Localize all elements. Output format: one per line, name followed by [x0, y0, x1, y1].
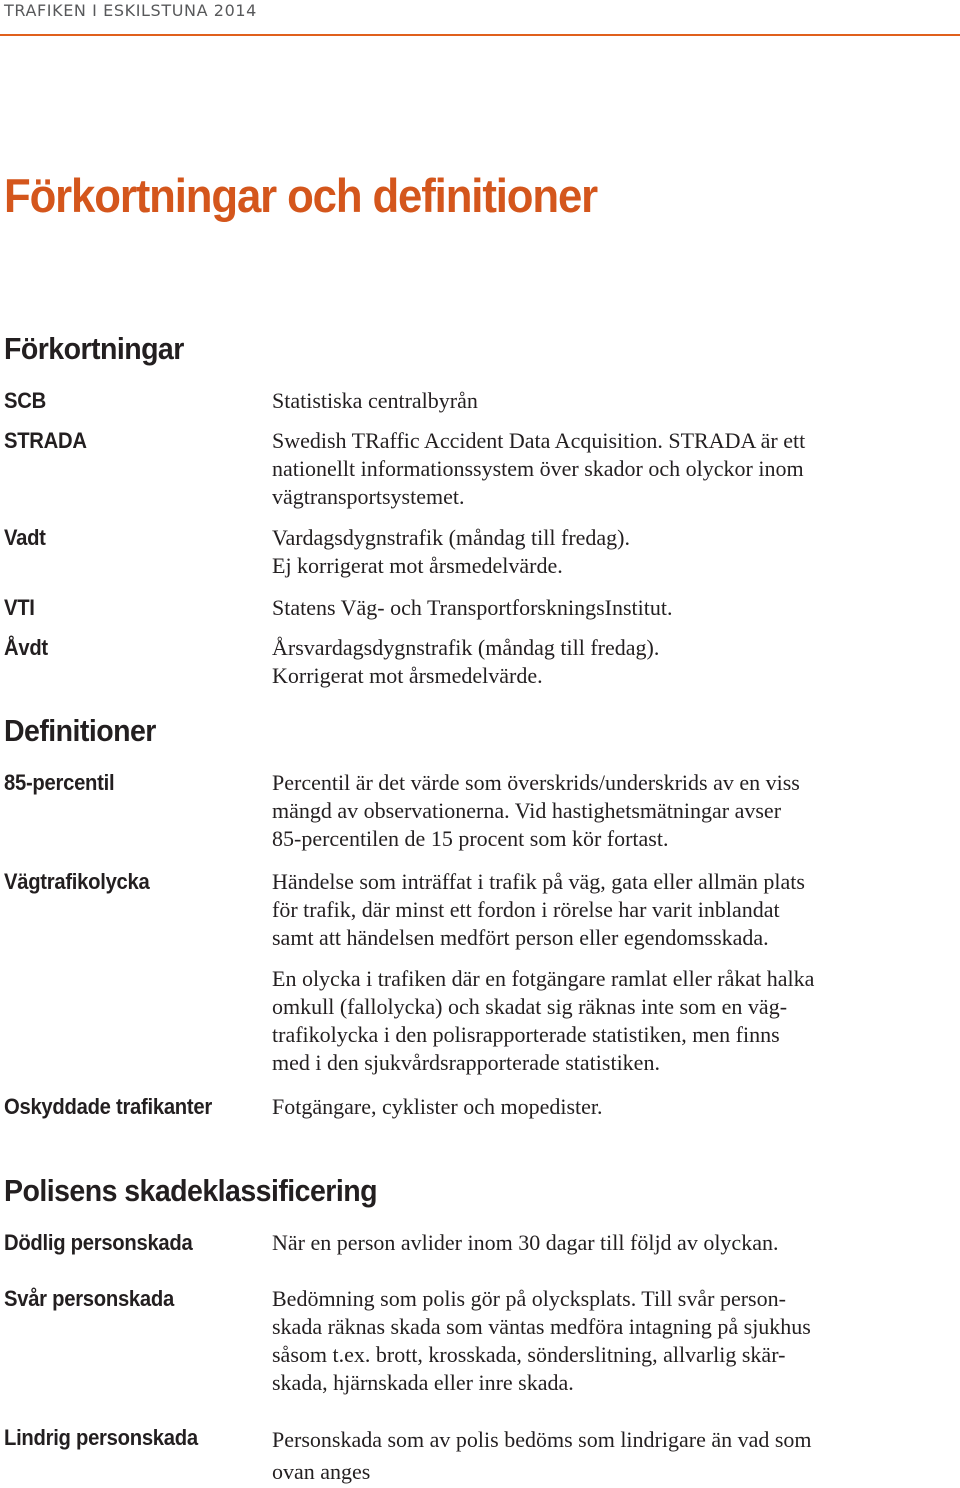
- definition-dodlig-personskada: [272, 1229, 960, 1257]
- definition-avdt: [272, 634, 960, 690]
- definition-line: En olycka i trafiken där en fotgängare ramlat eller råkat halka: [272, 966, 815, 991]
- definition-line: samt att händelsen medfört person eller egendomsskada.: [272, 925, 769, 950]
- term-85-percentil: 85-percentil: [4, 770, 115, 795]
- definition-vadt: [272, 524, 960, 580]
- definition-line: Statistiska centralbyrån: [272, 388, 478, 413]
- term-scb: SCB: [4, 388, 46, 413]
- definition-line: för trafik, där minst ett fordon i rörelse har varit inblandat: [272, 897, 780, 922]
- running-header: TRAFIKEN I ESKILSTUNA 2014: [4, 1, 257, 20]
- term-svar-personskada: Svår personskada: [4, 1286, 174, 1311]
- abbreviations-heading: Förkortningar: [4, 331, 184, 366]
- definition-line: Personskada som av polis bedöms som lindrigare än vad som: [272, 1427, 812, 1452]
- term-avdt: Åvdt: [4, 635, 48, 660]
- term-vadt: Vadt: [4, 525, 46, 550]
- definition-line: Korrigerat mot årsmedelvärde.: [272, 663, 543, 688]
- definition-lindrig-personskada: [272, 1424, 960, 1488]
- term-oskyddade-trafikanter: Oskyddade trafikanter: [4, 1094, 212, 1119]
- definition-line: såsom t.ex. brott, krosskada, sönderslitning, allvarlig skär-: [272, 1342, 786, 1367]
- definition-line: skada, hjärnskada eller inre skada.: [272, 1370, 574, 1395]
- definition-scb: [272, 387, 960, 415]
- definition-vti: [272, 594, 960, 622]
- definition-vagtrafikolycka: [272, 868, 960, 952]
- page-title: Förkortningar och definitioner: [4, 169, 598, 222]
- header-rule: [0, 34, 960, 36]
- definitions-heading: Definitioner: [4, 713, 156, 748]
- definition-line: Bedömning som polis gör på olycksplats. Till svår person-: [272, 1286, 786, 1311]
- definition-strada: [272, 427, 960, 511]
- definition-line: vägtransportsystemet.: [272, 484, 465, 509]
- term-vagtrafikolycka: Vägtrafikolycka: [4, 869, 150, 894]
- definition-line: ovan anges: [272, 1459, 371, 1484]
- definition-line: skada räknas skada som väntas medföra intagning på sjukhus: [272, 1314, 811, 1339]
- definition-line: 85-percentilen de 15 procent som kör fortast.: [272, 826, 669, 851]
- definition-line: Ej korrigerat mot årsmedelvärde.: [272, 553, 563, 578]
- term-lindrig-personskada: Lindrig personskada: [4, 1425, 198, 1450]
- definition-line: omkull (fallolycka) och skadat sig räknas inte som en väg-: [272, 994, 788, 1019]
- definition-oskyddade-trafikanter: [272, 1093, 960, 1121]
- definition-svar-personskada: [272, 1285, 960, 1397]
- definition-vagtrafikolycka-note: [272, 965, 960, 1077]
- definition-line: nationellt informationssystem över skador och olyckor inom: [272, 456, 804, 481]
- police-classification-heading: Polisens skadeklassificering: [4, 1173, 377, 1208]
- term-dodlig-personskada: Dödlig personskada: [4, 1230, 193, 1255]
- definition-line: Swedish TRaffic Accident Data Acquisition. STRADA är ett: [272, 428, 806, 453]
- term-strada: STRADA: [4, 428, 87, 453]
- definition-line: mängd av observationerna. Vid hastighetsmätningar avser: [272, 798, 782, 823]
- definition-line: Årsvardagsdygnstrafik (måndag till fredag).: [272, 635, 660, 660]
- definition-line: Händelse som inträffat i trafik på väg, gata eller allmän plats: [272, 869, 805, 894]
- definition-line: Percentil är det värde som överskrids/underskrids av en viss: [272, 770, 800, 795]
- term-vti: VTI: [4, 595, 35, 620]
- definition-line: med i den sjukvårdsrapporterade statistiken.: [272, 1050, 660, 1075]
- definition-line: Statens Väg- och TransportforskningsInstitut.: [272, 595, 673, 620]
- definition-line: trafikolycka i den polisrapporterade statistiken, men finns: [272, 1022, 780, 1047]
- definition-line: Fotgängare, cyklister och mopedister.: [272, 1094, 603, 1119]
- definition-85-percentil: [272, 769, 960, 853]
- definition-line: När en person avlider inom 30 dagar till följd av olyckan.: [272, 1230, 779, 1255]
- definition-line: Vardagsdygnstrafik (måndag till fredag).: [272, 525, 630, 550]
